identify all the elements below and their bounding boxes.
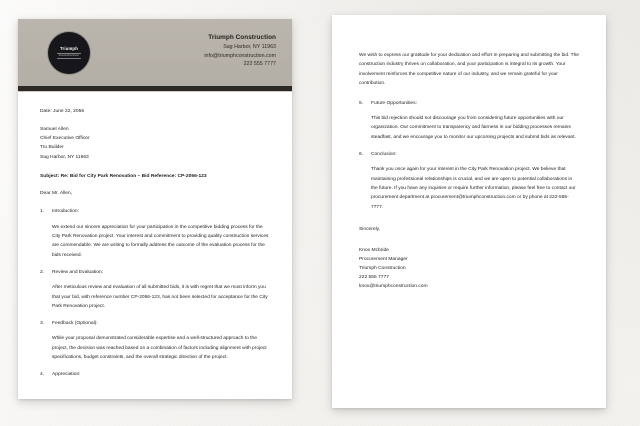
section-number: 6. (359, 152, 364, 157)
company-address: Sag Harbor, NY 11963 (223, 43, 276, 50)
recipient-title: Chief Executive Officer (40, 136, 90, 142)
section-title: Appreciation: (52, 372, 81, 378)
section-body: We extend our sincere appreciation for your participation in the competitive bidding process for the City Park Renovation project. Your interest and commitment to providing quality construction services are commendable. We are writing to formally address the outcome of the evaluation process for the bids received. (52, 224, 269, 258)
section-title: Review and Evaluation: (52, 269, 104, 275)
page-2-body (332, 15, 606, 292)
signer-email: knox@triumphconstruction.com (359, 284, 428, 290)
gratitude-paragraph: We wish to express our gratitude for your dedication and effort in preparing and submitting the bid. The construction industry thrives on collaboration, and your participation is integral to its growth. Your involvement reinforces the competitive nature of our industry, and we remain grateful for your contribution. (359, 53, 579, 87)
section-future-opportunities (359, 100, 579, 142)
section-review-and-evaluation (40, 269, 270, 311)
closing-salutation: Sincerely, (359, 226, 381, 232)
recipient-company: Tru Builder (40, 145, 64, 151)
section-heading (359, 100, 579, 107)
section-body: This bid rejection should not discourage you from considering future opportunities with our organization. Our commitment to transparency and fairness in our bidding processes remains steadfast, and we encourage you to monitor our upcoming projects and submit bids as relevant. (371, 116, 576, 140)
section-title: Conclusion: (371, 152, 397, 157)
section-title: Introduction: (52, 209, 79, 215)
section-heading (40, 269, 270, 276)
signer-phone: 222 555 7777 (359, 275, 389, 281)
company-contact-block (204, 33, 276, 69)
section-body: While your proposal demonstrated considerable expertise and a well-structured approach to the project, the decision was reached based on a combination of factors including alignment with project specifications, budget constraints, and the overall strategic direction of the project. (52, 336, 267, 361)
section-number: 1. (40, 209, 45, 215)
section-number: 4. (40, 372, 45, 378)
letter-page-2[interactable] (332, 15, 606, 408)
letterhead-band (18, 19, 292, 86)
section-title: Future Opportunities: (371, 100, 417, 106)
section-appreciation (40, 371, 270, 378)
logo-primary-text: Triumph (60, 45, 78, 51)
section-heading (40, 208, 270, 215)
section-body: Thank you once again for your interest in the City Park Renovation project. We believe that maintaining professional relationships is crucial, and we are open to potential collaborations in the future. If you have any inquiries or require further information, please feel free to contact our procurement department at procurement@triumphconstruction.com or by phone at 222-555-7777. (371, 167, 576, 210)
section-heading (359, 151, 579, 158)
section-heading (40, 371, 270, 378)
logo-secondary-text: Construction (58, 53, 80, 58)
section-feedback (40, 320, 270, 362)
company-email: info@triumphconstruction.com (204, 52, 276, 59)
signature-block (359, 246, 579, 291)
letter-date: Date: June 22, 2056 (40, 109, 85, 114)
signer-title: Procurement Manager (359, 257, 408, 263)
company-logo (48, 32, 90, 74)
signer-company: Triumph Construction (359, 266, 406, 272)
section-conclusion (359, 151, 579, 212)
signer-name: Knox Mcbride (359, 248, 389, 254)
section-introduction (40, 208, 270, 260)
company-name: Triumph Construction (208, 34, 276, 41)
subject-line: Subject: Re: Bid for City Park Renovation – Bid Reference: CP-2056-123 (40, 173, 207, 179)
section-number: 3. (40, 321, 45, 327)
section-body: After meticulous review and evaluation of all submitted bids, it is with regret that we must inform you that your bid, with reference number CP-2056-123, has not been selected for acceptance for the City Park Renovation project. (52, 285, 268, 309)
company-phone: 222 555 7777 (243, 61, 276, 68)
recipient-block (40, 125, 270, 161)
section-number: 5. (359, 100, 364, 106)
section-heading (40, 320, 270, 327)
recipient-name: Samuel Allen (40, 127, 69, 133)
section-number: 2. (40, 269, 45, 275)
recipient-address: Sag Harbor, NY 11963 (40, 154, 89, 160)
letter-page-1[interactable] (18, 19, 292, 399)
salutation: Dear Mr. Allen, (40, 190, 73, 196)
section-title: Feedback (Optional): (52, 321, 98, 327)
page-1-body (18, 92, 292, 379)
